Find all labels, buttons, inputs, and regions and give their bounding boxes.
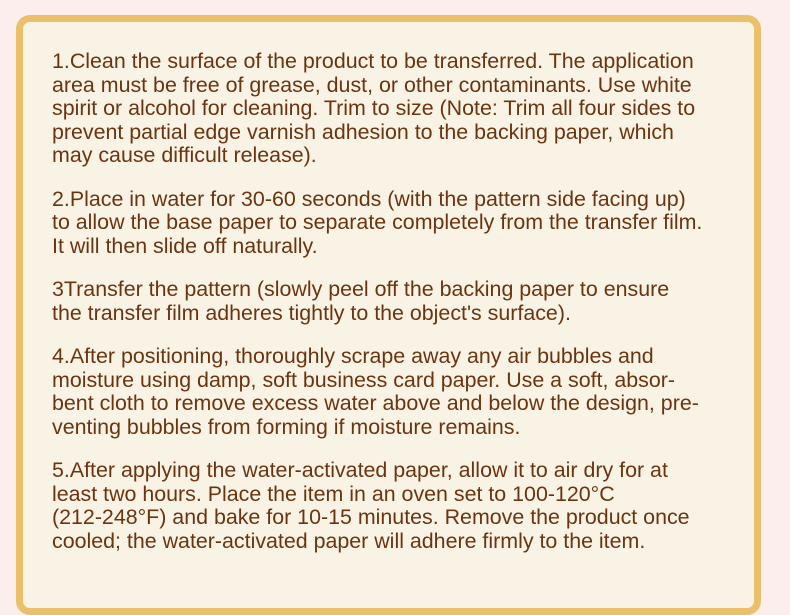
instruction-step-5: 5.After applying the water-activated paper, allow it to air dry for at least two hours. Place the item in an oven set to 100-120°C (212-248°F) and bake for 10-15 minutes. Remove the product once cooled; the water-activated paper will adhere firmly to the item. — [52, 458, 690, 553]
instruction-step-4: 4.After positioning, thoroughly scrape away any air bubbles and moisture using damp, soft business card paper. Use a soft, absor- bent cloth to remove excess water above and below the design, pre- venting bubbles from forming if moisture remains. — [52, 344, 699, 439]
instructions-list — [52, 50, 752, 573]
instruction-step-3: 3Transfer the pattern (slowly peel off the backing paper to ensure the transfer film adheres tightly to the object's surface). — [52, 277, 670, 325]
instructions-card — [16, 15, 761, 615]
instruction-step-1: 1.Clean the surface of the product to be transferred. The application area must be free of grease, dust, or other contaminants. Use white spirit or alcohol for cleaning. Trim to size (Note: Trim all four sides to prevent partial edge varnish adhesion to the backing paper, which may cause difficult release). — [52, 49, 696, 167]
instruction-step-2: 2.Place in water for 30-60 seconds (with the pattern side facing up) to allow the base paper to separate completely from the transfer film. It will then slide off naturally. — [52, 186, 703, 258]
